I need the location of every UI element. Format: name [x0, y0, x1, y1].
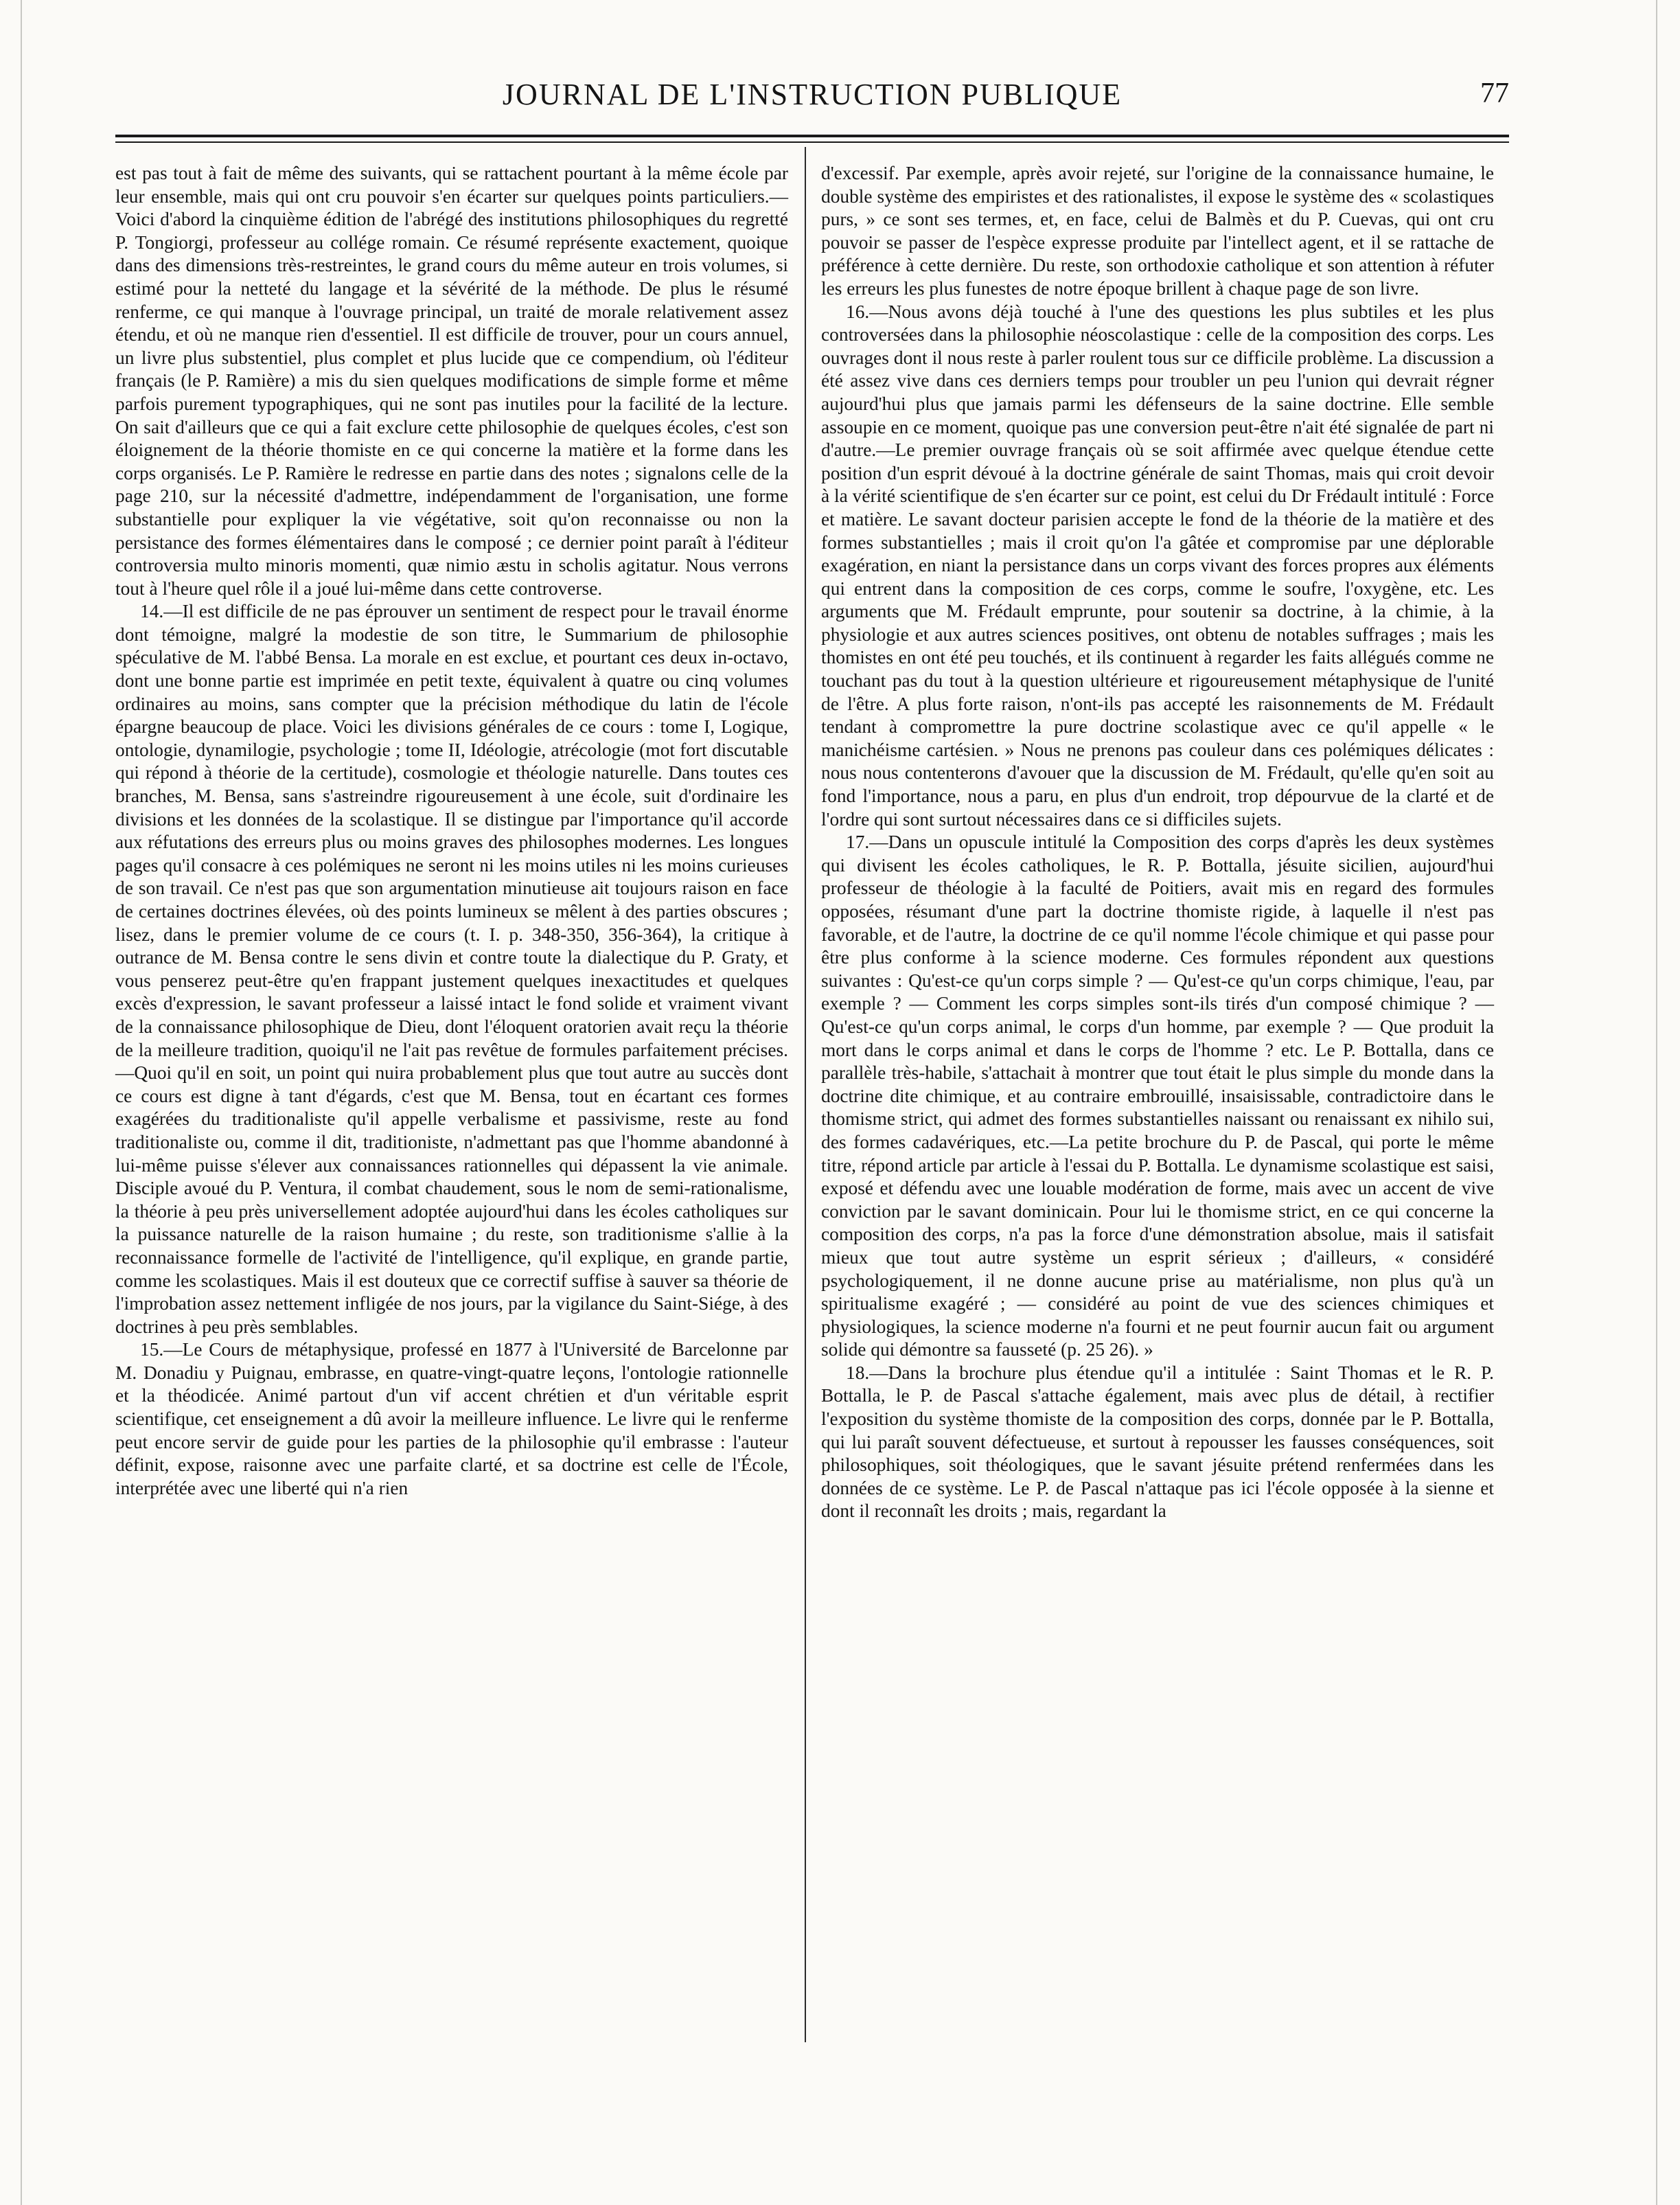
- right-column: [821, 162, 1494, 1523]
- paragraph-14: 14.—Il est difficile de ne pas éprouver un sentiment de respect pour le travail énorme dont témoigne, malgré la modestie de son titre, le Summarium de philosophie spéculative de M. l'abbé Bensa. La morale en est exclue, et pourtant ces deux in-octavo, dont une bonne partie est imprimée en petit texte, équivalent à quatre ou cinq volumes ordinaires au moins, sans compter que la précision méthodique du latin de l'école épargne beaucoup de place. Voici les divisions générales de ce cours : tome I, Logique, ontologie, dynamilogie, psychologie ; tome II, Idéologie, atrécologie (mot fort discutable qui répond à théorie de la certitude), cosmologie et théologie naturelle. Dans toutes ces branches, M. Bensa, sans s'astreindre rigoureusement à une école, suit d'ordinaire les divisions et les données de la scolastique. Il se distingue par l'importance qu'il accorde aux réfutations des erreurs plus ou moins graves des philosophes modernes. Les longues pages qu'il consacre à ces polémiques ne seront ni les moins utiles ni les moins curieuses de son travail. Ce n'est pas que son argumentation minutieuse ait toujours raison en face de certaines doctrines élevées, où des points lumineux se mêlent à des parties obscures ; lisez, dans le premier volume de ce cours (t. I. p. 348-350, 356-364), la critique à outrance de M. Bensa contre le sens divin et contre toute la dialectique du P. Graty, et vous penserez peut-être qu'en frappant justement quelques inexactitudes et quelques excès d'expression, le savant professeur a laissé intact le fond solide et vraiment vivant de la connaissance philosophique de Dieu, dont l'éloquent oratorien avait reçu la théorie de la meilleure tradition, quoiqu'il ne l'ait pas revêtue de formules parfaitement précises.—Quoi qu'il en soit, un point qui nuira probablement plus que tout autre au succès dont ce cours est digne à tant d'égards, c'est que M. Bensa, tout en écartant ces formes exagérées du traditionaliste qu'il appelle verbalisme et passivisme, reste au fond traditionaliste ou, comme il dit, traditioniste, n'admettant pas que l'homme abandonné à lui-même puisse s'élever aux connaissances rationnelles qui dépassent la vie animale. Disciple avoué du P. Ventura, il combat chaudement, sous le nom de semi-rationalisme, la théorie à peu près universellement adoptée aujourd'hui dans les écoles catholiques sur la puissance naturelle de la raison humaine ; du reste, son traditionisme s'allie à la reconnaissance formelle de l'activité de l'intelligence, qu'il explique, en grande partie, comme les scolastiques. Mais il est douteux que ce correctif suffise à sauver sa théorie de l'improbation assez nettement infligée de nos jours, par la vigilance du Saint-Siége, à des doctrines à peu près semblables.: [115, 601, 788, 1337]
- left-column: [115, 162, 788, 1500]
- running-header: [115, 77, 1509, 118]
- scan-margin-left: [21, 0, 22, 2205]
- paragraph-18: 18.—Dans la brochure plus étendue qu'il a intitulée : Saint Thomas et le R. P. Bottalla, le P. de Pascal s'attache également, mais avec plus de détail, à rectifier l'exposition du système thomiste de la composition des corps, donnée par le P. Bottalla, qui lui paraît souvent défectueuse, et surtout à repousser les fausses conséquences, soit philosophiques, soit théologiques, que le savant jésuite prétend renfermées dans les données de ce système. Le P. de Pascal n'attaque pas ici l'école opposée à la sienne et dont il reconnaît les droits ; mais, regardant la: [821, 1362, 1494, 1522]
- scan-margin-right: [1656, 0, 1657, 2205]
- paragraph-16: 16.—Nous avons déjà touché à l'une des questions les plus subtiles et les plus controversées dans la philosophie néoscolastique : celle de la composition des corps. Les ouvrages dont il nous reste à parler roulent tous sur ce difficile problème. La discussion a été assez vive dans ces derniers temps pour troubler un peu l'union qui devrait régner aujourd'hui plus que jamais parmi les défenseurs de la saine doctrine. Elle semble assoupie en ce moment, quoique pas une conversion peut-être n'ait été signalée de part ni d'autre.—Le premier ouvrage français où se soit affirmée avec quelque étendue cette position d'un esprit dévoué à la doctrine générale de saint Thomas, mais qui croit devoir à la vérité scientifique de s'en écarter sur ce point, est celui du Dr Frédault intitulé : Force et matière. Le savant docteur parisien accepte le fond de la théorie de la matière et des formes substantielles ; mais il croit qu'on l'a gâtée et compromise par une déplorable exagération, en niant la persistance dans un corps vivant des forces propres aux éléments qui entrent dans la composition de ces corps, comme le soufre, l'oxygène, etc. Les arguments que M. Frédault emprunte, pour soutenir sa doctrine, à la chimie, à la physiologie et aux autres sciences positives, ont obtenu de notables suffrages ; mais les thomistes en ont été peu touchés, et ils continuent à regarder les faits allégués comme ne touchant pas du tout à la question ultérieure et rigoureusement métaphysique de l'unité de l'être. A plus forte raison, n'ont-ils pas accepté les raisonnements de M. Frédault tendant à compromettre la pure doctrine scolastique avec ce qu'il appelle « le manichéisme cartésien. » Nous ne prenons pas couleur dans ces polémiques délicates : nous nous contenterons d'avouer que la discussion de M. Frédault, qu'elle qu'en soit au fond l'importance, nous a paru, en plus d'un endroit, trop dépourvue de la clarté et de l'ordre qui sont surtout nécessaires dans ce si difficiles sujets.: [821, 301, 1494, 830]
- column-divider: [805, 147, 806, 2042]
- paragraph-17: 17.—Dans un opuscule intitulé la Composition des corps d'après les deux systèmes qui divisent les écoles catholiques, le R. P. Bottalla, jésuite sicilien, aujourd'hui professeur de théologie à la faculté de Poitiers, avait mis en regard des formules opposées, résumant d'une part la doctrine thomiste rigide, à laquelle il n'est pas favorable, et de l'autre, la doctrine de ce qu'il nomme l'école chimique et qui passe pour être plus conforme à la science moderne. Ces formules répondent aux questions suivantes : Qu'est-ce qu'un corps simple ? — Qu'est-ce qu'un corps chimique, l'eau, par exemple ? — Comment les corps simples sont-ils tirés d'un composé chimique ? — Qu'est-ce qu'un corps animal, le corps d'un homme, par exemple ? — Que produit la mort dans le corps animal et dans le corps de l'homme ? etc. Le P. Bottalla, dans ce parallèle très-habile, s'attachait à montrer que tout était le plus simple du monde dans la doctrine dite chimique, et au contraire embrouillé, insaisissable, contradictoire dans le thomisme strict, qui admet des formes substantielles naissant ou renaissant ex nihilo sui, des formes cadavériques, etc.—La petite brochure du P. de Pascal, qui porte le même titre, répond article par article à l'essai du P. Bottalla. Le dynamisme scolastique est saisi, exposé et défendu avec une louable modération de forme, mais avec un accent de vive conviction par le savant dominicain. Pour lui le thomisme strict, en ce qui concerne la composition des corps, n'a pas la force d'une démonstration absolue, mais il satisfait mieux que tout autre système un esprit sérieux ; d'ailleurs, « considéré psychologiquement, il ne donne aucune prise au matérialisme, non plus qu'à un spiritualisme exagéré ; — considéré au point de vue des sciences chimiques et physiologiques, la science moderne n'a fourni et ne peut fournir aucun fait ou argument solide qui démontre sa fausseté (p. 25 26). »: [821, 832, 1494, 1360]
- header-rule-thin: [115, 141, 1509, 143]
- paragraph-15: 15.—Le Cours de métaphysique, professé en 1877 à l'Université de Barcelonne par M. Donadiu y Puignau, embrasse, en quatre-vingt-quatre leçons, l'ontologie rationnelle et la théodicée. Animé partout d'un vif accent chrétien et d'un véritable esprit scientifique, cet enseignement a dû avoir la meilleure influence. Le livre qui le renferme peut encore servir de guide pour les parties de la philosophie qu'il embrasse : l'auteur définit, expose, raisonne avec une parfaite clarté, et sa doctrine est celle de l'École, interprétée avec une liberté qui n'a rien: [115, 1339, 788, 1498]
- header-rule-thick: [115, 135, 1509, 137]
- page-number: 77: [1480, 78, 1509, 109]
- paragraph-continuation: est pas tout à fait de même des suivants, qui se rattachent pourtant à la même école par leur ensemble, mais qui ont cru pouvoir s'en écarter sur quelques points particuliers.—Voici d'abord la cinquième édition de l'abrégé des institutions philosophiques du regretté P. Tongiorgi, professeur au collége romain. Ce résumé représente exactement, quoique dans des dimensions très-restreintes, le grand cours du même auteur en trois volumes, si estimé pour la netteté du langage et la sévérité de la méthode. De plus le résumé renferme, ce qui manque à l'ouvrage principal, un traité de morale relativement assez étendu, et où ne manque rien d'essentiel. Il est difficile de trouver, pour un cours annuel, un livre plus substentiel, plus complet et plus lucide que ce compendium, où l'éditeur français (le P. Ramière) a mis du sien quelques modifications de simple forme et même parfois purement typographiques, qui ne sont pas inutiles pour la facilité de la lecture. On sait d'ailleurs que ce qui a fait exclure cette philosophie de quelques écoles, c'est son éloignement de la théorie thomiste en ce qui concerne la matière et la forme dans les corps organisés. Le P. Ramière le redresse en partie dans des notes ; signalons celle de la page 210, sur la nécessité d'admettre, indépendamment de l'organisation, une forme substantielle pour expliquer la vie végétative, soit qu'on reconnaisse ou non la persistance des formes élémentaires dans le composé ; ce dernier point paraît à l'éditeur controversia multo minoris momenti, quæ nimio æstu in scholis agitatur. Nous verrons tout à l'heure quel rôle il a joué lui-même dans cette controverse.: [115, 163, 788, 599]
- paragraph-15-continuation: d'excessif. Par exemple, après avoir rejeté, sur l'origine de la connaissance humaine, le double système des empiristes et des rationalistes, il expose le système des « scolastiques purs, » ce sont ses termes, et, en face, celui de Balmès et du P. Cuevas, qui ont cru pouvoir se passer de l'espèce expresse produite par l'intellect agent, et il se rattache de préférence à cette dernière. Du reste, son orthodoxie catholique et son attention à réfuter les erreurs les plus funestes de notre époque brillent à chaque page de son livre.: [821, 163, 1494, 299]
- journal-title: JOURNAL DE L'INSTRUCTION PUBLIQUE: [502, 78, 1123, 111]
